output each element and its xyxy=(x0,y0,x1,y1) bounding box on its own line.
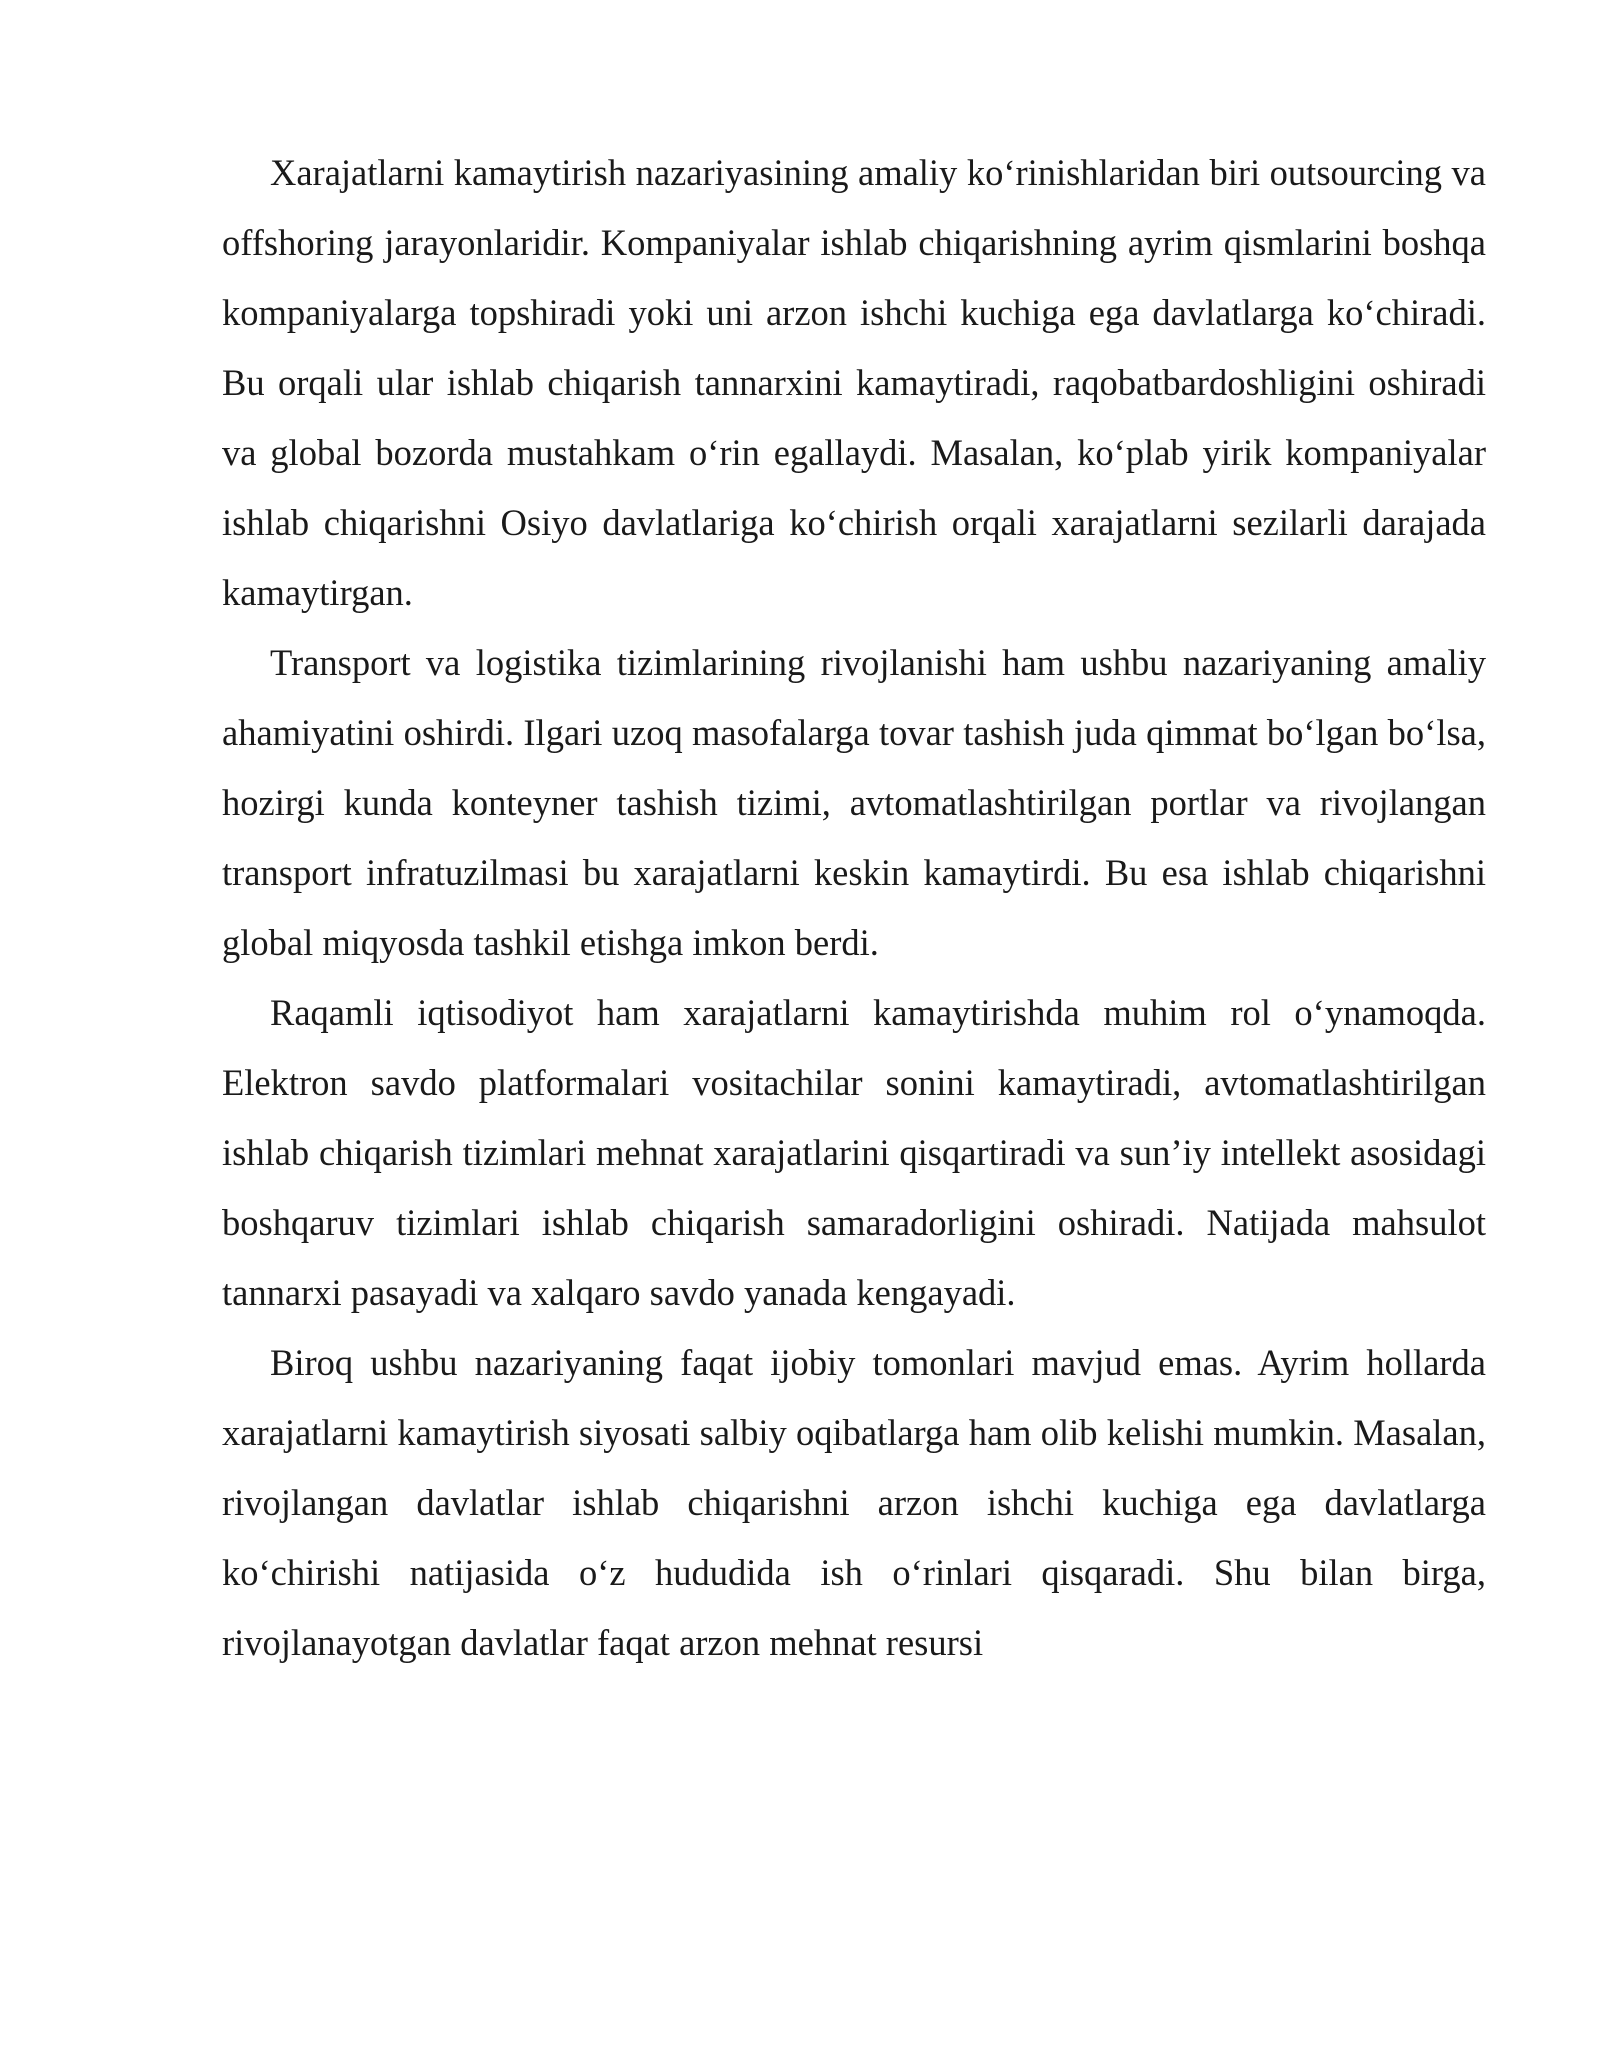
paragraph-negative-consequences: Biroq ushbu nazariyaning faqat ijobiy tomonlari mavjud emas. Ayrim hollarda xarajatlarni kamaytirish siyosati salbiy oqibatlarga ham olib kelishi mumkin. Masalan, rivojlangan davlatlar ishlab chiqarishni arzon ishchi kuchiga ega davlatlarga ko‘chirishi natijasida o‘z hududida ish o‘rinlari qisqaradi. Shu bilan birga, rivojlanayotgan davlatlar faqat arzon mehnat resursi xyxy=(222,1342,1486,1663)
paragraph-outsourcing: Xarajatlarni kamaytirish nazariyasining amaliy ko‘rinishlaridan biri outsourcing va offshoring jarayonlaridir. Kompaniyalar ishlab chiqarishning ayrim qismlarini boshqa kompaniyalarga topshiradi yoki uni arzon ishchi kuchiga ega davlatlarga ko‘chiradi. Bu orqali ular ishlab chiqarish tannarxini kamaytiradi, raqobatbardoshligini oshiradi va global bozorda mustahkam o‘rin egallaydi. Masalan, ko‘plab yirik kompaniyalar ishlab chiqarishni Osiyo davlatlariga ko‘chirish orqali xarajatlarni sezilarli darajada kamaytirgan. xyxy=(222,152,1486,613)
document-body xyxy=(222,138,1486,1678)
paragraph-digital-economy: Raqamli iqtisodiyot ham xarajatlarni kamaytirishda muhim rol o‘ynamoqda. Elektron savdo platformalari vositachilar sonini kamaytiradi, avtomatlashtirilgan ishlab chiqarish tizimlari mehnat xarajatlarini qisqartiradi va sun’iy intellekt asosidagi boshqaruv tizimlari ishlab chiqarish samaradorligini oshiradi. Natijada mahsulot tannarxi pasayadi va xalqaro savdo yanada kengayadi. xyxy=(222,992,1486,1313)
paragraph-transport-logistics: Transport va logistika tizimlarining rivojlanishi ham ushbu nazariyaning amaliy ahamiyatini oshirdi. Ilgari uzoq masofalarga tovar tashish juda qimmat bo‘lgan bo‘lsa, hozirgi kunda konteyner tashish tizimi, avtomatlashtirilgan portlar va rivojlangan transport infratuzilmasi bu xarajatlarni keskin kamaytirdi. Bu esa ishlab chiqarishni global miqyosda tashkil etishga imkon berdi. xyxy=(222,642,1486,963)
